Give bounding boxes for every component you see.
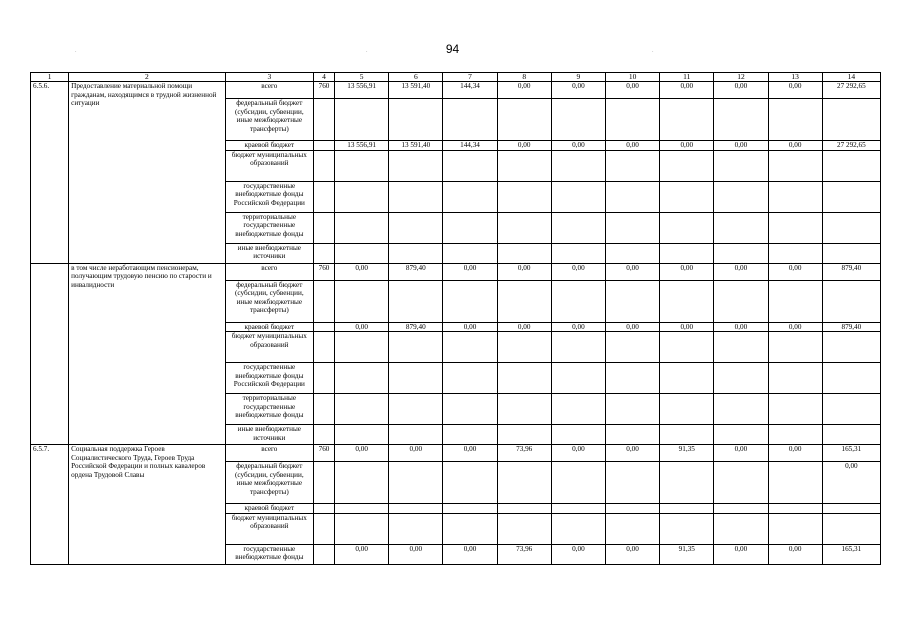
amount-cell	[443, 212, 497, 243]
amount-cell: 0,00	[714, 322, 768, 332]
amount-cell	[389, 332, 443, 363]
amount-cell: 0,00	[551, 445, 605, 462]
header-cell: 2	[69, 73, 226, 82]
amount-cell	[551, 181, 605, 212]
amount-cell: 0,00	[389, 544, 443, 564]
code-number	[313, 363, 334, 394]
amount-cell	[497, 394, 551, 425]
amount-cell	[822, 181, 880, 212]
amount-cell	[605, 504, 659, 514]
amount-cell	[605, 181, 659, 212]
funding-source: федеральный бюджет (субсидии, субвенции, иные межбюджетные трансферты)	[225, 462, 313, 504]
amount-cell	[660, 280, 714, 322]
item-name: Предоставление материальной помощи гражданам, находящимся в трудной жизненной ситуации	[69, 82, 226, 264]
amount-cell: 0,00	[443, 322, 497, 332]
code-number	[313, 544, 334, 564]
table-row	[31, 263, 881, 280]
amount-cell	[335, 280, 389, 322]
code-number: 760	[313, 82, 334, 99]
amount-cell	[605, 513, 659, 544]
amount-cell: 0,00	[768, 82, 822, 99]
amount-cell	[335, 181, 389, 212]
amount-cell	[335, 513, 389, 544]
amount-cell: 0,00	[497, 322, 551, 332]
amount-cell	[551, 513, 605, 544]
item-code: 6.5.6.	[31, 82, 69, 264]
amount-cell	[335, 425, 389, 445]
amount-cell: 0,00	[660, 82, 714, 99]
amount-cell	[660, 504, 714, 514]
code-number	[313, 243, 334, 263]
amount-cell: 0,00	[660, 263, 714, 280]
amount-cell	[551, 280, 605, 322]
amount-cell: 165,31	[822, 544, 880, 564]
amount-cell	[335, 212, 389, 243]
amount-cell	[335, 243, 389, 263]
amount-cell	[714, 150, 768, 181]
amount-cell	[605, 363, 659, 394]
amount-cell	[768, 462, 822, 504]
amount-cell	[768, 243, 822, 263]
funding-source: государственные внебюджетные фонды	[225, 544, 313, 564]
amount-cell	[660, 99, 714, 141]
amount-cell: 0,00	[335, 445, 389, 462]
amount-cell: 13 591,40	[389, 141, 443, 151]
amount-cell: 0,00	[822, 462, 880, 504]
item-name: в том числе неработающим пенсионерам, получающим трудовую пенсию по старости и инвалидности	[69, 263, 226, 445]
amount-cell	[551, 332, 605, 363]
amount-cell: 0,00	[660, 322, 714, 332]
amount-cell	[822, 363, 880, 394]
amount-cell: 0,00	[605, 322, 659, 332]
amount-cell	[768, 181, 822, 212]
table-row	[31, 445, 881, 462]
table-row	[31, 82, 881, 99]
funding-source: федеральный бюджет (субсидии, субвенции, иные межбюджетные трансферты)	[225, 99, 313, 141]
amount-cell	[822, 425, 880, 445]
header-cell: 12	[714, 73, 768, 82]
funding-source: бюджет муниципальных образований	[225, 513, 313, 544]
amount-cell: 0,00	[714, 82, 768, 99]
amount-cell	[714, 99, 768, 141]
amount-cell	[551, 462, 605, 504]
amount-cell	[605, 243, 659, 263]
amount-cell	[714, 243, 768, 263]
amount-cell: 0,00	[443, 263, 497, 280]
amount-cell	[660, 150, 714, 181]
amount-cell: 0,00	[768, 445, 822, 462]
amount-cell	[443, 363, 497, 394]
amount-cell	[389, 150, 443, 181]
amount-cell: 91,35	[660, 544, 714, 564]
amount-cell	[497, 243, 551, 263]
funding-source: территориальные государственные внебюджетные фонды	[225, 212, 313, 243]
header-cell: 6	[389, 73, 443, 82]
header-cell: 1	[31, 73, 69, 82]
funding-source: иные внебюджетные источники	[225, 243, 313, 263]
amount-cell	[768, 513, 822, 544]
amount-cell	[822, 504, 880, 514]
amount-cell	[822, 99, 880, 141]
header-row	[31, 73, 881, 82]
amount-cell: 0,00	[443, 544, 497, 564]
amount-cell: 0,00	[605, 82, 659, 99]
amount-cell	[335, 462, 389, 504]
amount-cell	[768, 99, 822, 141]
amount-cell: 13 556,91	[335, 141, 389, 151]
amount-cell: 0,00	[335, 544, 389, 564]
amount-cell	[605, 332, 659, 363]
amount-cell	[443, 243, 497, 263]
amount-cell	[443, 394, 497, 425]
amount-cell	[551, 425, 605, 445]
amount-cell: 0,00	[335, 263, 389, 280]
amount-cell	[822, 513, 880, 544]
amount-cell	[714, 394, 768, 425]
amount-cell	[768, 150, 822, 181]
amount-cell: 0,00	[605, 141, 659, 151]
item-code	[31, 263, 69, 445]
amount-cell: 73,96	[497, 445, 551, 462]
amount-cell: 879,40	[822, 322, 880, 332]
amount-cell	[822, 332, 880, 363]
amount-cell	[335, 150, 389, 181]
page-number: 94	[445, 42, 460, 56]
amount-cell: 0,00	[551, 141, 605, 151]
code-number	[313, 425, 334, 445]
amount-cell: 0,00	[605, 544, 659, 564]
amount-cell	[443, 181, 497, 212]
amount-cell	[660, 363, 714, 394]
amount-cell	[389, 462, 443, 504]
amount-cell: 0,00	[768, 263, 822, 280]
amount-cell	[497, 363, 551, 394]
amount-cell	[497, 280, 551, 322]
amount-cell	[497, 462, 551, 504]
amount-cell	[714, 513, 768, 544]
amount-cell: 165,31	[822, 445, 880, 462]
amount-cell	[768, 280, 822, 322]
amount-cell: 13 556,91	[335, 82, 389, 99]
funding-source: всего	[225, 263, 313, 280]
amount-cell: 0,00	[605, 263, 659, 280]
amount-cell: 27 292,65	[822, 82, 880, 99]
amount-cell	[443, 513, 497, 544]
amount-cell	[335, 394, 389, 425]
amount-cell: 0,00	[497, 82, 551, 99]
code-number	[313, 394, 334, 425]
amount-cell	[335, 99, 389, 141]
amount-cell	[605, 150, 659, 181]
header-cell: 10	[605, 73, 659, 82]
amount-cell	[551, 150, 605, 181]
amount-cell	[497, 212, 551, 243]
code-number: 760	[313, 263, 334, 280]
amount-cell	[335, 363, 389, 394]
amount-cell: 0,00	[443, 445, 497, 462]
amount-cell	[714, 332, 768, 363]
amount-cell	[714, 212, 768, 243]
item-code: 6.5.7.	[31, 445, 69, 565]
amount-cell	[443, 425, 497, 445]
amount-cell	[389, 425, 443, 445]
header-cell: 4	[313, 73, 334, 82]
funding-source: территориальные государственные внебюджетные фонды	[225, 394, 313, 425]
item-name: Социальная поддержка Героев Социалистического Труда, Героев Труда Российской Федерации и полных кавалеров ордена Трудовой Славы	[69, 445, 226, 565]
funding-source: всего	[225, 82, 313, 99]
amount-cell	[497, 332, 551, 363]
amount-cell	[443, 332, 497, 363]
code-number	[313, 513, 334, 544]
amount-cell	[660, 332, 714, 363]
funding-source: краевой бюджет	[225, 504, 313, 514]
amount-cell	[768, 363, 822, 394]
amount-cell: 0,00	[551, 263, 605, 280]
header-cell: 7	[443, 73, 497, 82]
amount-cell: 0,00	[714, 263, 768, 280]
funding-source: государственные внебюджетные фонды Российской Федерации	[225, 363, 313, 394]
amount-cell	[389, 363, 443, 394]
code-number	[313, 99, 334, 141]
amount-cell: 879,40	[822, 263, 880, 280]
code-number	[313, 212, 334, 243]
amount-cell	[714, 504, 768, 514]
scan-speck: .	[75, 48, 77, 54]
header-cell: 9	[551, 73, 605, 82]
amount-cell	[389, 181, 443, 212]
amount-cell: 879,40	[389, 322, 443, 332]
amount-cell	[768, 332, 822, 363]
header-cell: 14	[822, 73, 880, 82]
amount-cell	[660, 425, 714, 445]
amount-cell	[660, 212, 714, 243]
funding-source: бюджет муниципальных образований	[225, 332, 313, 363]
amount-cell	[605, 280, 659, 322]
funding-source: федеральный бюджет (субсидии, субвенции, иные межбюджетные трансферты)	[225, 280, 313, 322]
amount-cell	[768, 425, 822, 445]
amount-cell: 0,00	[768, 544, 822, 564]
amount-cell	[497, 504, 551, 514]
amount-cell	[822, 394, 880, 425]
code-number	[313, 141, 334, 151]
amount-cell	[497, 99, 551, 141]
amount-cell	[551, 99, 605, 141]
amount-cell	[443, 504, 497, 514]
scan-speck: .	[366, 48, 368, 54]
amount-cell: 144,34	[443, 141, 497, 151]
amount-cell	[605, 462, 659, 504]
amount-cell: 0,00	[551, 544, 605, 564]
funding-source: бюджет муниципальных образований	[225, 150, 313, 181]
header-cell: 5	[335, 73, 389, 82]
amount-cell: 0,00	[551, 322, 605, 332]
amount-cell	[335, 504, 389, 514]
amount-cell: 0,00	[605, 445, 659, 462]
amount-cell	[389, 504, 443, 514]
funding-source: иные внебюджетные источники	[225, 425, 313, 445]
code-number: 760	[313, 445, 334, 462]
amount-cell	[497, 425, 551, 445]
amount-cell	[768, 504, 822, 514]
amount-cell	[389, 280, 443, 322]
amount-cell: 0,00	[768, 322, 822, 332]
amount-cell	[389, 243, 443, 263]
amount-cell	[497, 150, 551, 181]
amount-cell	[822, 280, 880, 322]
amount-cell: 144,34	[443, 82, 497, 99]
amount-cell	[822, 150, 880, 181]
header-cell: 8	[497, 73, 551, 82]
amount-cell	[551, 394, 605, 425]
funding-source: государственные внебюджетные фонды Российской Федерации	[225, 181, 313, 212]
amount-cell: 0,00	[389, 445, 443, 462]
amount-cell	[443, 99, 497, 141]
amount-cell	[443, 462, 497, 504]
amount-cell	[605, 99, 659, 141]
amount-cell	[660, 181, 714, 212]
amount-cell: 27 292,65	[822, 141, 880, 151]
amount-cell	[714, 425, 768, 445]
amount-cell	[822, 243, 880, 263]
amount-cell	[389, 394, 443, 425]
amount-cell	[660, 513, 714, 544]
amount-cell	[389, 513, 443, 544]
amount-cell: 0,00	[497, 141, 551, 151]
amount-cell	[497, 513, 551, 544]
amount-cell: 0,00	[497, 263, 551, 280]
amount-cell	[551, 504, 605, 514]
amount-cell	[551, 212, 605, 243]
amount-cell	[551, 363, 605, 394]
amount-cell	[605, 394, 659, 425]
budget-table	[30, 72, 881, 565]
amount-cell	[605, 425, 659, 445]
amount-cell	[443, 280, 497, 322]
scan-speck: .	[652, 48, 654, 54]
funding-source: всего	[225, 445, 313, 462]
code-number	[313, 150, 334, 181]
funding-source: краевой бюджет	[225, 141, 313, 151]
code-number	[313, 332, 334, 363]
header-cell: 3	[225, 73, 313, 82]
amount-cell: 0,00	[551, 82, 605, 99]
amount-cell	[605, 212, 659, 243]
amount-cell	[660, 394, 714, 425]
funding-source: краевой бюджет	[225, 322, 313, 332]
amount-cell	[822, 212, 880, 243]
amount-cell	[389, 212, 443, 243]
amount-cell: 0,00	[335, 322, 389, 332]
amount-cell	[389, 99, 443, 141]
amount-cell	[443, 150, 497, 181]
amount-cell	[714, 363, 768, 394]
amount-cell	[551, 243, 605, 263]
amount-cell	[497, 181, 551, 212]
amount-cell: 0,00	[714, 445, 768, 462]
header-cell: 11	[660, 73, 714, 82]
amount-cell: 0,00	[714, 141, 768, 151]
amount-cell	[335, 332, 389, 363]
code-number	[313, 181, 334, 212]
code-number	[313, 504, 334, 514]
amount-cell	[714, 462, 768, 504]
amount-cell	[714, 280, 768, 322]
code-number	[313, 322, 334, 332]
amount-cell: 0,00	[660, 141, 714, 151]
amount-cell: 13 591,40	[389, 82, 443, 99]
amount-cell	[768, 394, 822, 425]
amount-cell: 91,35	[660, 445, 714, 462]
amount-cell: 879,40	[389, 263, 443, 280]
code-number	[313, 280, 334, 322]
amount-cell: 73,96	[497, 544, 551, 564]
amount-cell	[660, 462, 714, 504]
amount-cell	[714, 181, 768, 212]
header-cell: 13	[768, 73, 822, 82]
amount-cell: 0,00	[714, 544, 768, 564]
amount-cell	[660, 243, 714, 263]
amount-cell	[768, 212, 822, 243]
code-number	[313, 462, 334, 504]
amount-cell: 0,00	[768, 141, 822, 151]
